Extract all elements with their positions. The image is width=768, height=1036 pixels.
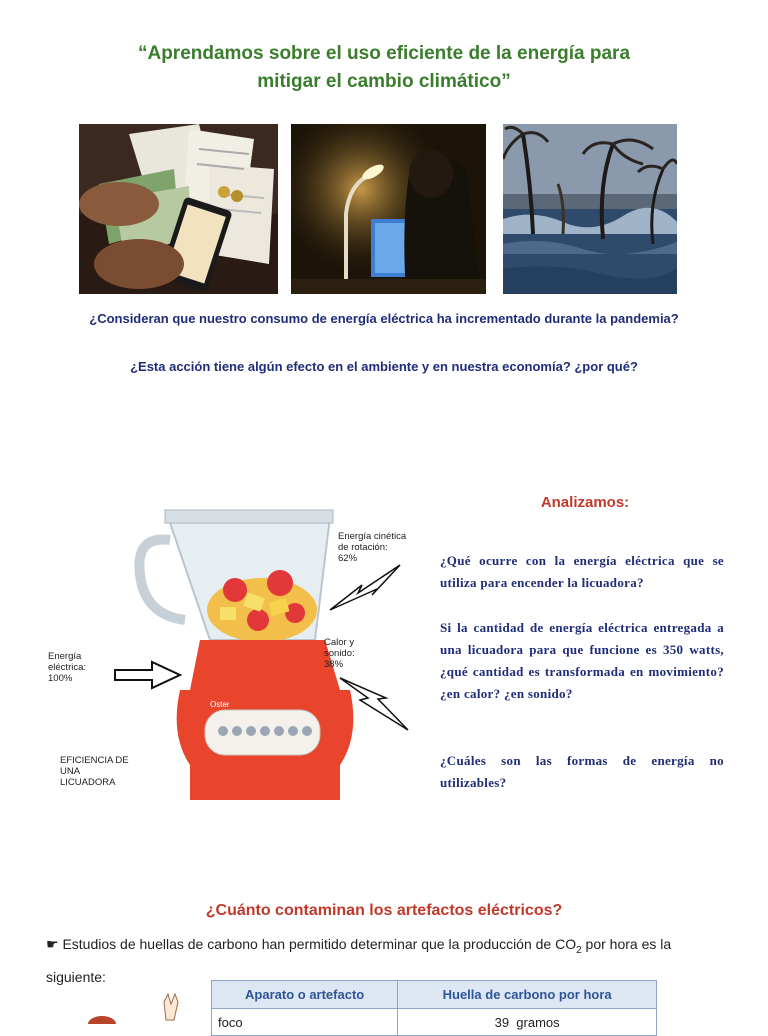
footprint-cell: 39 gramos (398, 1009, 657, 1036)
kinetic-energy-label: Energía cinética de rotación: 62% (338, 531, 407, 564)
lamp-computer-photo (291, 124, 486, 294)
title-line-1: “Aprendamos sobre el uso eficiente de la energía para (137, 43, 631, 64)
efficiency-caption: EFICIENCIA DE UNA LICUADORA (60, 755, 129, 788)
section-heading: ¿Cuánto contaminan los artefactos eléctricos? (205, 902, 563, 919)
cartoon-figure-image (80, 990, 190, 1024)
table-row (212, 1009, 657, 1036)
carbon-footprint-table (211, 980, 657, 1036)
analysis-question-2: Si la cantidad de energía eléctrica entregada a una licuadora para que funcione es 350 watts, ¿qué cantidad es transformada en movimiento? ¿en calor? ¿en sonido? (440, 620, 724, 701)
column-header-footprint: Huella de carbono por hora (398, 981, 657, 1009)
analysis-heading: Analizamos: (540, 494, 630, 511)
page-title (40, 40, 728, 96)
question-effect: ¿Esta acción tiene algún efecto en el ambiente y en nuestra economía? ¿por qué? (130, 359, 638, 374)
study-text-part1: Estudios de huellas de carbono han permitido determinar que la producción de CO (62, 936, 577, 952)
question-consumption: ¿Consideran que nuestro consumo de energía eléctrica ha incrementado durante la pandemia? (89, 311, 679, 326)
bills-money-photo (79, 124, 278, 294)
pointing-hand-icon: ☛ (46, 936, 59, 952)
oster-logo: Oster (210, 700, 230, 709)
flood-trees-photo (503, 124, 677, 294)
blender-diagram (40, 495, 420, 815)
co2-subscript: 2 (576, 944, 582, 956)
analysis-question-1: ¿Qué ocurre con la energía eléctrica que se utiliza para encender la licuadora? (440, 553, 724, 590)
analysis-question-3: ¿Cuáles son las formas de energía no utilizables? (440, 753, 724, 790)
heat-sound-label: Calor y sonido: 38% (324, 637, 355, 670)
table-header-row (212, 981, 657, 1009)
appliance-cell: foco (212, 1009, 398, 1036)
electric-energy-label: Energía eléctrica: 100% (48, 651, 87, 684)
title-line-2: mitigar el cambio climático” (257, 71, 511, 92)
column-header-appliance: Aparato o artefacto (212, 981, 398, 1009)
study-text-part2: por hora es la siguiente: (46, 936, 672, 985)
